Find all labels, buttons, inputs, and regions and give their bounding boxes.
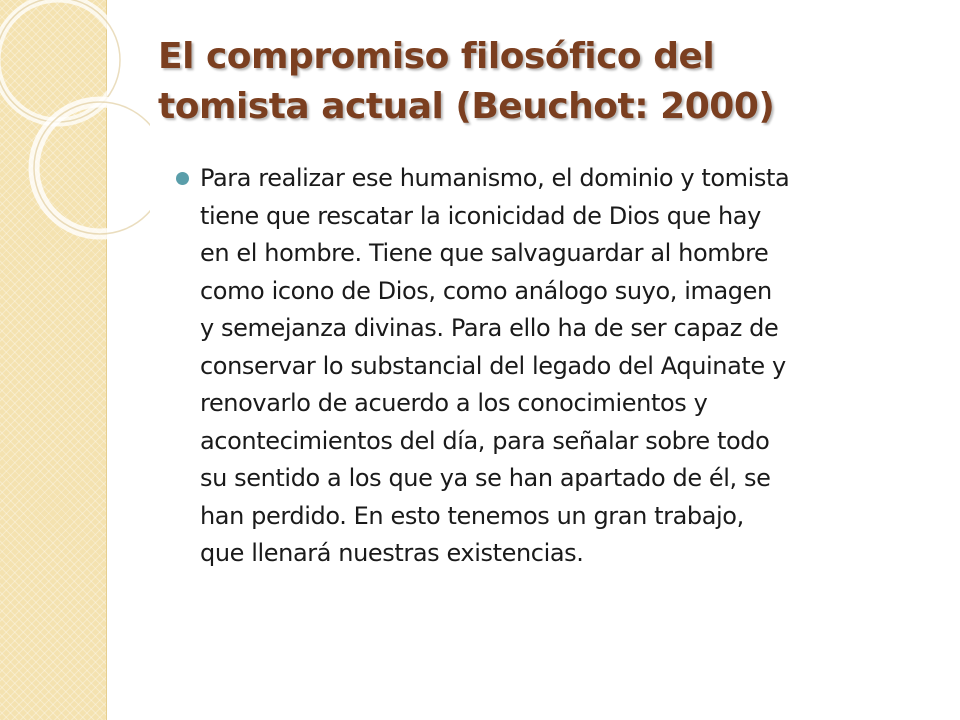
paragraph-line: su sentido a los que ya se han apartado de él, se: [200, 464, 771, 492]
bullet-item: [176, 160, 936, 573]
bullet-paragraph: [176, 160, 936, 573]
paragraph-line: Para realizar ese humanismo, el dominio y tomista: [200, 164, 790, 192]
slide-title-line-2: tomista actual (Beuchot: 2000): [158, 86, 775, 127]
paragraph-line: conservar lo substancial del legado del Aquinate y: [200, 351, 786, 380]
paragraph-line: han perdido. En esto tenemos un gran trabajo,: [200, 501, 744, 530]
overlapping-rings-icon: [0, 0, 150, 260]
round-bullet-icon: [176, 172, 189, 185]
paragraph-line: renovarlo de acuerdo a los conocimientos y: [200, 389, 708, 417]
slide-title-line-1: El compromiso filosófico del: [158, 36, 715, 77]
paragraph-line: que llenará nuestras existencias.: [200, 539, 584, 567]
paragraph-line: como icono de Dios, como análogo suyo, imagen: [200, 276, 772, 305]
paragraph-line: y semejanza divinas. Para ello ha de ser capaz de: [200, 314, 779, 342]
paragraph-line: acontecimientos del día, para señalar sobre todo: [200, 426, 770, 455]
paragraph-line: tiene que rescatar la iconicidad de Dios que hay: [200, 201, 761, 230]
paragraph-line: en el hombre. Tiene que salvaguardar al hombre: [200, 239, 769, 267]
slide-title: [158, 32, 918, 132]
